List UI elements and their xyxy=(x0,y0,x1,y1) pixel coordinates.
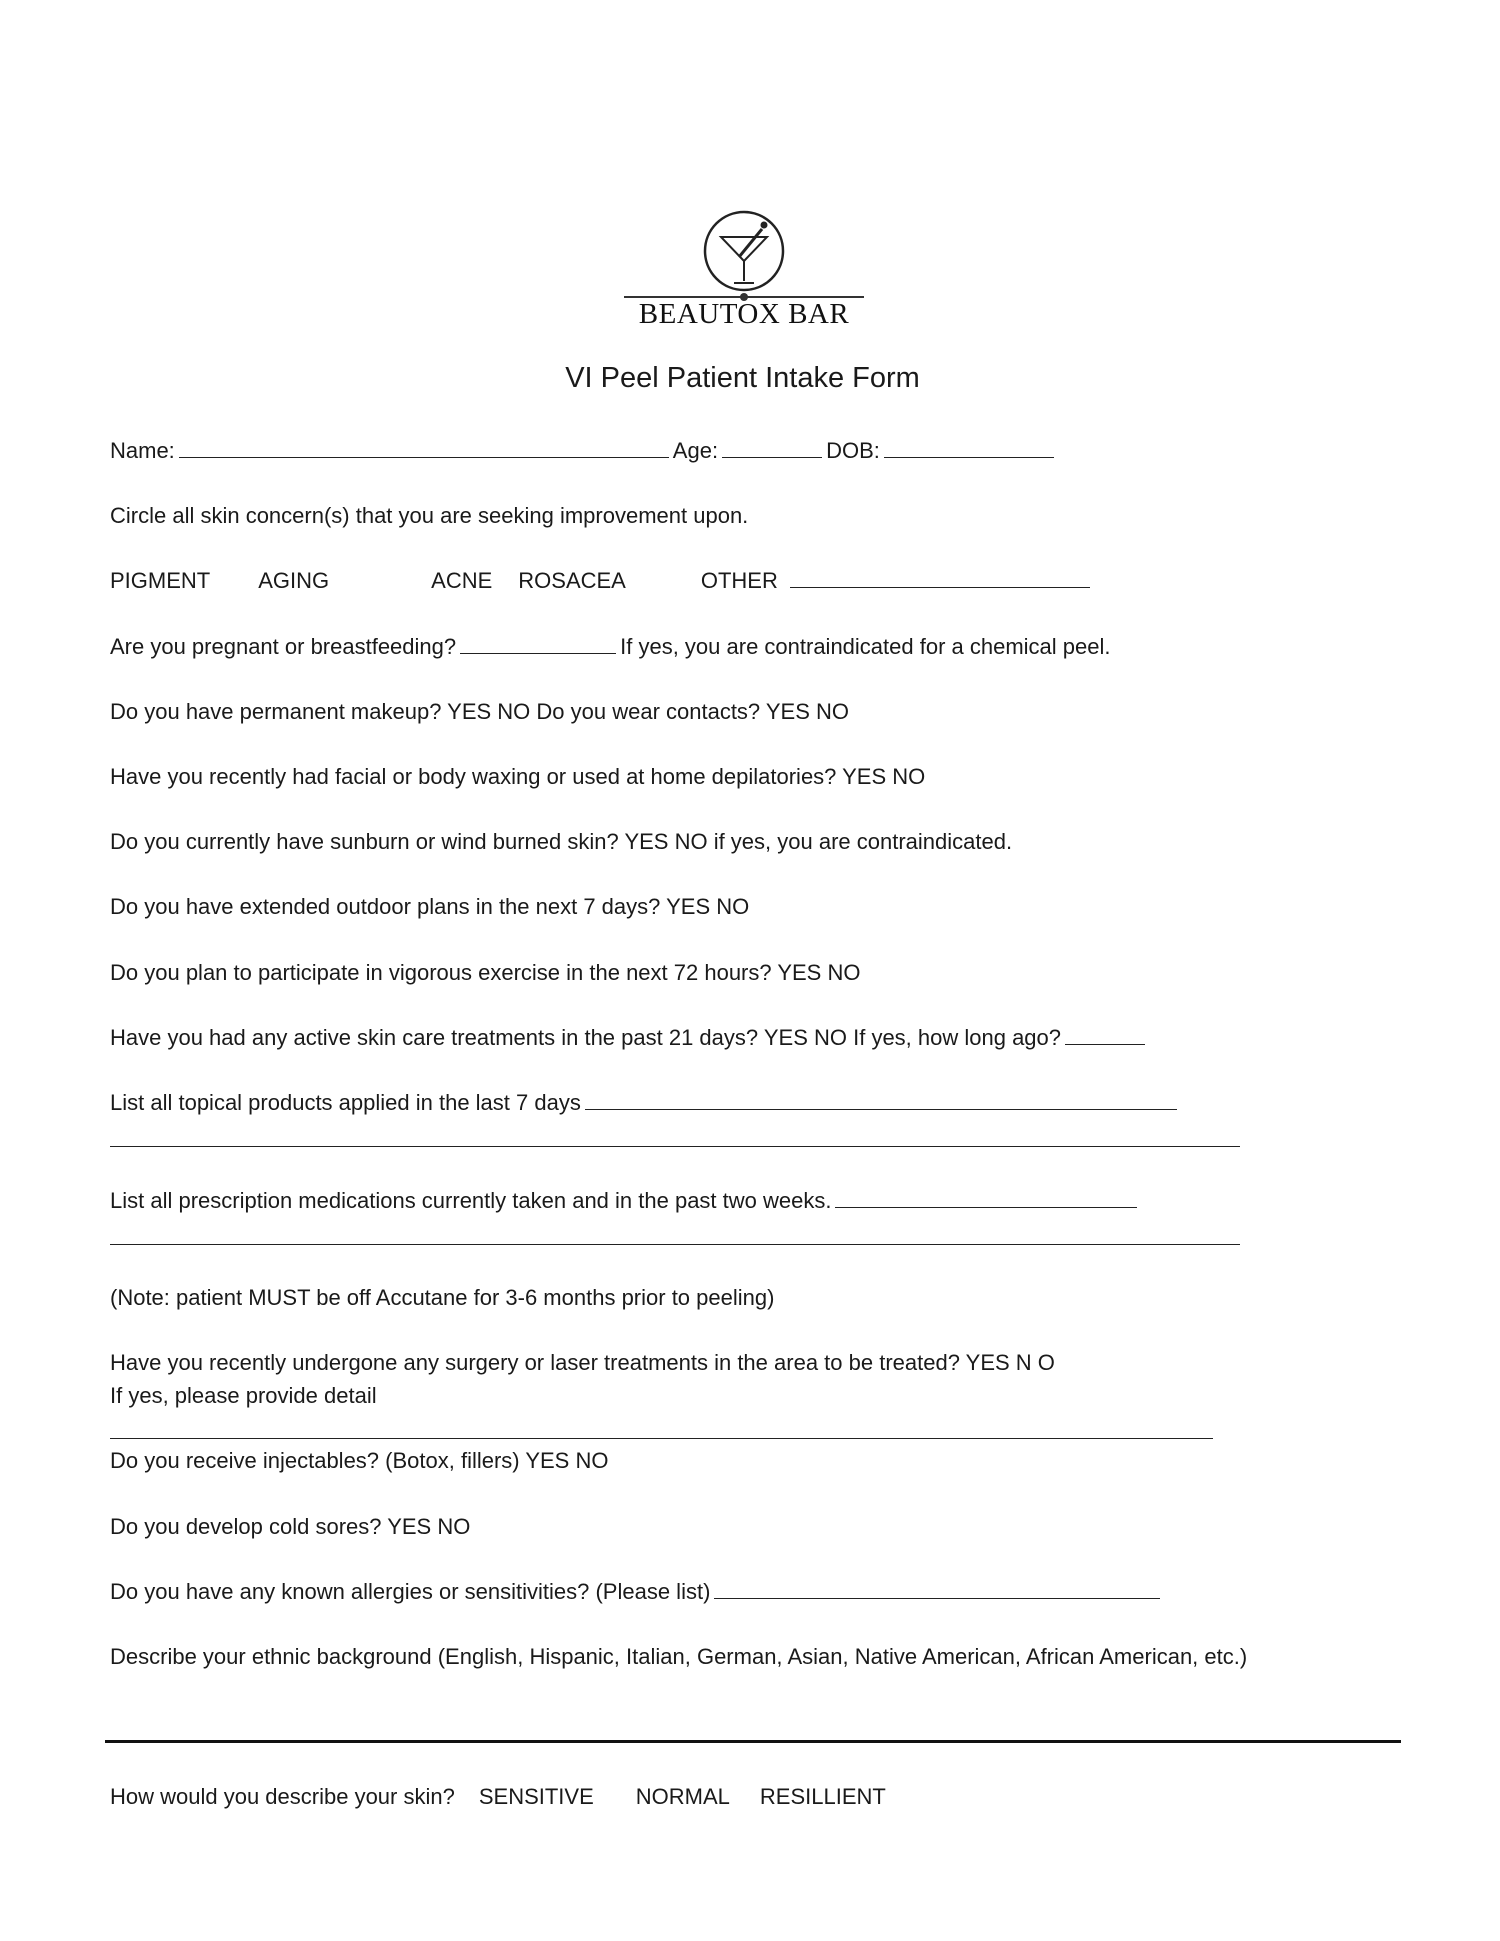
coldsores-question[interactable]: Do you develop cold sores? YES NO xyxy=(110,1514,471,1539)
option-normal[interactable]: NORMAL xyxy=(635,1784,730,1809)
ethnic-question: Describe your ethnic background (English, Hispanic, Italian, German, Asian, Native American, African American, etc.) xyxy=(110,1644,1248,1669)
option-pigment[interactable]: PIGMENT xyxy=(110,568,211,593)
topical-input-line[interactable] xyxy=(110,1146,1240,1147)
treatments-question[interactable]: Have you had any active skin care treatments in the past 21 days? YES NO If yes, how long ago? xyxy=(110,1025,1062,1050)
pregnant-row xyxy=(110,633,1111,661)
makeup-question[interactable]: Do you have permanent makeup? YES NO Do you wear contacts? YES NO xyxy=(110,699,850,724)
option-resillient[interactable]: RESILLIENT xyxy=(759,1784,886,1809)
prescription-row xyxy=(110,1187,1141,1215)
waxing-question[interactable]: Have you recently had facial or body waxing or used at home depilatories? YES NO xyxy=(110,764,926,789)
age-input[interactable] xyxy=(722,437,822,458)
treatments-row xyxy=(110,1024,1149,1052)
name-row xyxy=(110,437,1058,465)
topical-row xyxy=(110,1089,1181,1117)
name-input[interactable] xyxy=(179,437,669,458)
other-input[interactable] xyxy=(790,567,1090,588)
prescription-input-line[interactable] xyxy=(110,1244,1240,1245)
pregnant-input[interactable] xyxy=(460,633,616,654)
allergies-row xyxy=(110,1578,1164,1606)
concerns-row xyxy=(110,567,1094,595)
dob-label: DOB: xyxy=(826,438,880,463)
divider xyxy=(105,1740,1401,1743)
sunburn-question[interactable]: Do you currently have sunburn or wind burned skin? YES NO if yes, you are contraindicated. xyxy=(110,829,1013,854)
treatments-input[interactable] xyxy=(1065,1024,1145,1045)
name-label: Name: xyxy=(110,438,175,463)
exercise-question[interactable]: Do you plan to participate in vigorous exercise in the next 72 hours? YES NO xyxy=(110,960,861,985)
pregnant-question: Are you pregnant or breastfeeding? xyxy=(110,634,457,659)
option-other[interactable]: OTHER xyxy=(700,568,778,593)
option-aging[interactable]: AGING xyxy=(258,568,330,593)
allergies-input[interactable] xyxy=(714,1578,1160,1599)
accutane-note: (Note: patient MUST be off Accutane for 3-6 months prior to peeling) xyxy=(110,1285,775,1310)
injectables-question[interactable]: Do you receive injectables? (Botox, fillers) YES NO xyxy=(110,1448,609,1473)
brand-name: BEAUTOX BAR xyxy=(638,298,850,330)
option-acne[interactable]: ACNE xyxy=(431,568,493,593)
surgery-question[interactable]: Have you recently undergone any surgery or laser treatments in the area to be treated? YES N O xyxy=(110,1350,1055,1375)
concerns-prompt: Circle all skin concern(s) that you are seeking improvement upon. xyxy=(110,503,749,528)
surgery-detail-input[interactable] xyxy=(110,1438,1213,1439)
skin-type-row xyxy=(110,1783,886,1811)
dob-input[interactable] xyxy=(884,437,1054,458)
allergies-question: Do you have any known allergies or sensitivities? (Please list) xyxy=(110,1579,711,1604)
prescription-input[interactable] xyxy=(835,1187,1137,1208)
pregnant-note: If yes, you are contraindicated for a chemical peel. xyxy=(620,634,1111,659)
option-rosacea[interactable]: ROSACEA xyxy=(518,568,626,593)
option-sensitive[interactable]: SENSITIVE xyxy=(478,1784,594,1809)
outdoor-question[interactable]: Do you have extended outdoor plans in the next 7 days? YES NO xyxy=(110,894,750,919)
topical-input[interactable] xyxy=(585,1089,1177,1110)
page-title: VI Peel Patient Intake Form xyxy=(565,362,920,394)
topical-question: List all topical products applied in the last 7 days xyxy=(110,1090,581,1115)
surgery-detail-label: If yes, please provide detail xyxy=(110,1383,377,1408)
prescription-question: List all prescription medications currently taken and in the past two weeks. xyxy=(110,1188,832,1213)
skin-type-question: How would you describe your skin? xyxy=(110,1784,455,1809)
age-label: Age: xyxy=(672,438,719,463)
